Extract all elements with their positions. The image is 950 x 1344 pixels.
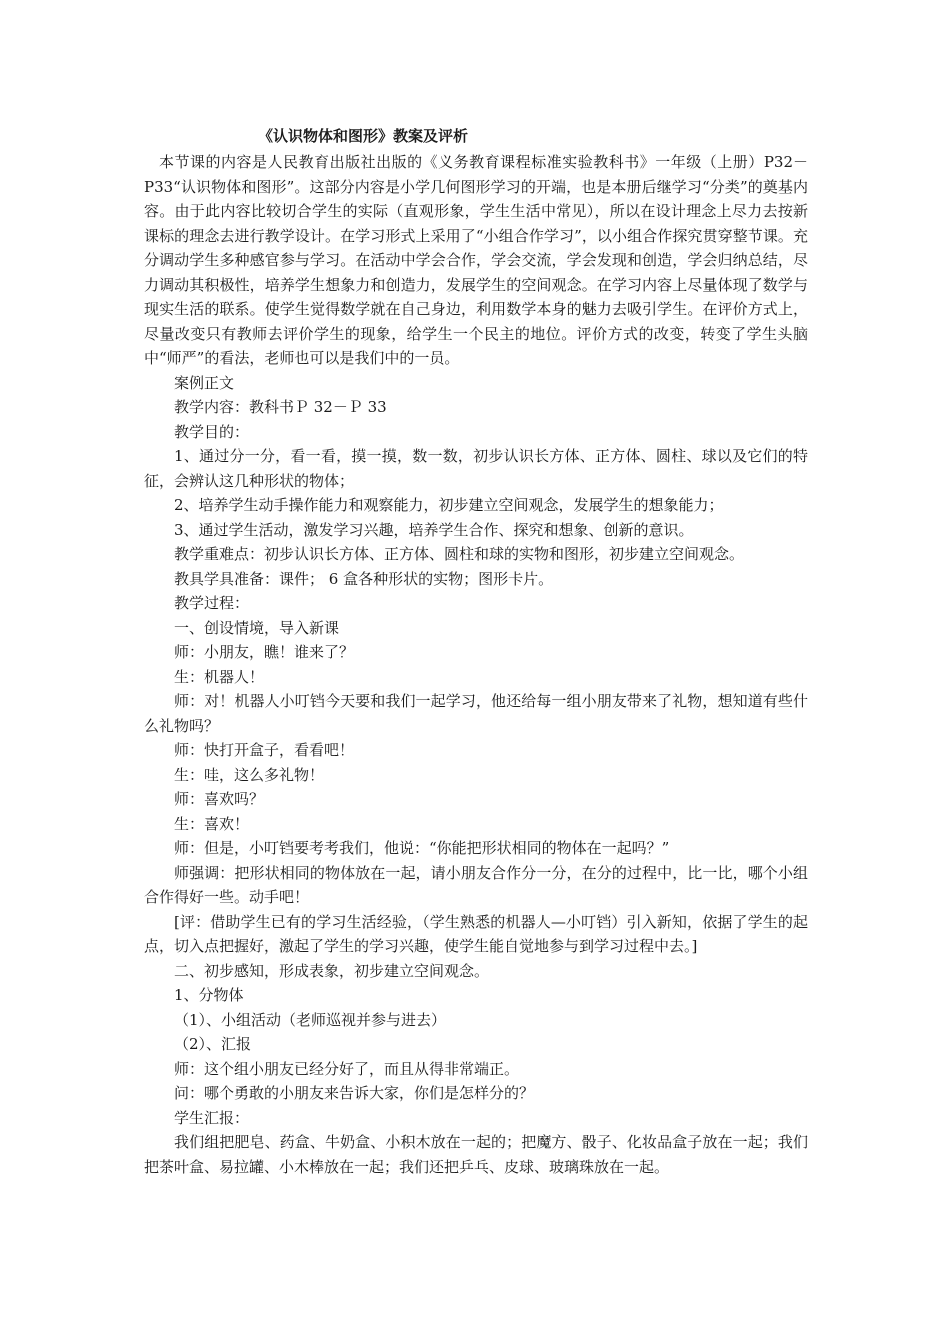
paragraph: 问：哪个勇敢的小朋友来告诉大家，你们是怎样分的？: [174, 1084, 535, 1102]
paragraph: 教学内容：教科书Ｐ 32－Ｐ 33: [174, 398, 387, 416]
paragraph: 教学过程：: [174, 594, 250, 612]
paragraph: （2）、汇报: [174, 1035, 252, 1053]
paragraph: 1、通过分一分，看一看，摸一摸，数一数，初步认识长方体、正方体、圆柱、球以及它们的特征，会辨认这几种形状的物体；: [144, 447, 808, 490]
paragraph: 师：快打开盒子，看看吧！: [174, 741, 355, 759]
paragraph: 师：小朋友，瞧！谁来了？: [174, 643, 355, 661]
paragraph: （1）、小组活动（老师巡视并参与进去）: [174, 1010, 447, 1029]
paragraph: 生：哇，这么多礼物！: [174, 765, 325, 784]
paragraph: 师：但是，小叮铛要考考我们，他说：“你能把形状相同的物体在一起吗？”: [174, 839, 670, 857]
paragraph: 师：对！机器人小叮铛今天要和我们一起学习，他还给每一组小朋友带来了礼物，想知道有些什么礼物吗？: [144, 692, 808, 735]
paragraph: 生：喜欢！: [174, 814, 250, 833]
paragraph: 师强调：把形状相同的物体放在一起，请小朋友合作分一分，在分的过程中，比一比，哪个小组合作得好一些。动手吧！: [144, 863, 808, 906]
paragraph: 本节课的内容是人民教育出版社出版的《义务教育课程标准实验教科书》一年级（上册）P32－P33“认识物体和图形”。这部分内容是小学几何图形学习的开端，也是本册后继学习“分类”的奠基内容。由于此内容比较切合学生的实际（直观形象，学生生活中常见），所以在设计理念上尽力去按新课标的理念去进行教学设计。在学习形式上采用了“小组合作学习”，以小组合作探究贯穿整节课。充分调动学生多种感官参与学习。在活动中学会合作，学会交流，学会发现和创造，学会归纳总结，尽力调动其积极性，培养学生想象力和创造力，发展学生的空间观念。在学习内容上尽量体现了数学与现实生活的联系。使学生觉得数学就在自己身边，利用数学本身的魅力去吸引学生。在评价方式上，尽量改变只有教师去评价学生的现象，给学生一个民主的地位。评价方式的改变，转变了学生头脑中“师严”的看法，老师也可以是我们中的一员。: [144, 153, 808, 367]
paragraph: 案例正文: [174, 373, 235, 392]
paragraph: 3、通过学生活动，激发学习兴趣，培养学生合作、探究和想象、创新的意识。: [174, 520, 694, 539]
document-body: [144, 150, 808, 1179]
paragraph: 教学重难点：初步认识长方体、正方体、圆柱和球的实物和图形，初步建立空间观念。: [174, 545, 745, 563]
paragraph: 二、初步感知，形成表象，初步建立空间观念。: [174, 961, 490, 980]
paragraph: 学生汇报：: [174, 1108, 250, 1127]
paragraph: 一、创设情境，导入新课: [174, 618, 340, 637]
paragraph: 1、分物体: [174, 986, 244, 1004]
paragraph: 我们组把肥皂、药盒、牛奶盒、小积木放在一起的；把魔方、骰子、化妆品盒子放在一起；我们把茶叶盒、易拉罐、小木棒放在一起；我们还把乒乓、皮球、玻璃珠放在一起。: [144, 1133, 808, 1176]
paragraph: 生：机器人！: [174, 667, 265, 686]
paragraph: 教学目的：: [174, 422, 250, 441]
paragraph: 师：喜欢吗？: [174, 790, 265, 808]
document-title: 《认识物体和图形》教案及评析: [258, 127, 469, 145]
paragraph: 教具学具准备：课件； 6 盒各种形状的实物；图形卡片。: [174, 569, 554, 588]
paragraph: 师：这个组小朋友已经分好了，而且从得非常端正。: [174, 1059, 520, 1078]
paragraph: 2、培养学生动手操作能力和观察能力，初步建立空间观念，发展学生的想象能力；: [174, 496, 724, 514]
paragraph: [评：借助学生已有的学习生活经验，（学生熟悉的机器人—小叮铛）引入新知，依据了学生的起点，切入点把握好，激起了学生的学习兴趣，使学生能自觉地参与到学习过程中去。]: [144, 912, 808, 955]
